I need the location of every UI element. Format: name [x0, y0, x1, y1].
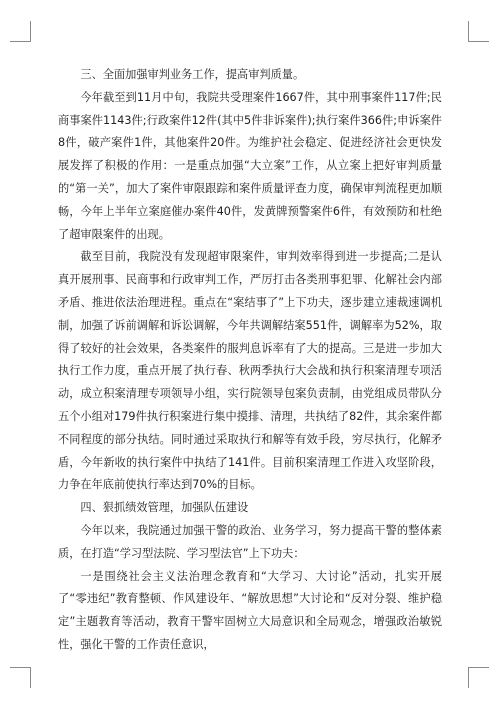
paragraph-education-activities: 一是围绕社会主义法治理念教育和“大学习、大讨论”活动，扎实开展了“零违纪”教育整顿、作风建设年、“解放思想”大讨论和“反对分裂、维护稳定”主题教育等活动，教育干警牢固树立大局意识和全局观念，增强政治敏锐性，强化干警的工作责任意识，: [58, 569, 442, 651]
paragraph-case-statistics: 今年截至到11月中旬，我院共受理案件1667件，其中刑事案件117件;民商事案件1143件;行政案件12件(其中5件非诉案件);执行案件366件;申诉案件8件，破产案件1件，其他案件20件。为维护社会稳定、促进经济社会更快发展发挥了积极的作用：一是重点加强“大立案”工作，从立案上把好审判质量的“第一关”，加大了案件审限跟踪和案件质量评查力度，确保审判流程更加顺畅，今年上半年立案庭催办案件40件，发黄牌预警案件6件，有效预防和杜绝了超审限案件的出现。: [58, 90, 442, 241]
crop-mark-bottom-left: [10, 667, 31, 688]
document-body: [58, 64, 442, 657]
paragraph-trial-efficiency: 截至目前，我院没有发现超审限案件，审判效率得到进一步提高;二是认真开展刑事、民商事和行政审判工作，严厉打击各类刑事犯罪、化解社会内部矛盾、推进依法治理进程。重点在“案结事了”上下功夫，逐步建立速裁速调机制，加强了诉前调解和诉讼调解，今年共调解结案551件，调解率为52%，取得了较好的社会效果，各类案件的服判息诉率有了大的提高。三是进一步加大执行工作力度，重点开展了执行春、秋两季执行大会战和执行积案清理专项活动，成立积案清理专项领导小组，实行院领导包案负责制，由党组成员带队分五个小组对179件执行积案进行集中摸排、清理，共执结了82件，其余案件都不同程度的部分执结。同时通过采取执行和解等有效手段，穷尽执行，化解矛盾，今年新收的执行案件中执结了141件。目前积案清理工作进入攻坚阶段，力争在年底前使执行率达到70%的目标。: [58, 250, 442, 492]
paragraph-team-building: 今年以来，我院通过加强干警的政治、业务学习，努力提高干警的整体素质，在打造“学习型法院、学习型法官”上下功夫：: [58, 523, 442, 560]
crop-mark-top-right: [468, 21, 489, 42]
crop-mark-top-left: [10, 21, 31, 42]
section-heading-3: 三、全面加强审判业务工作，提高审判质量。: [80, 68, 305, 81]
section-heading-4: 四、狠抓绩效管理，加强队伍建设: [80, 501, 249, 515]
crop-mark-bottom-right: [468, 667, 489, 688]
